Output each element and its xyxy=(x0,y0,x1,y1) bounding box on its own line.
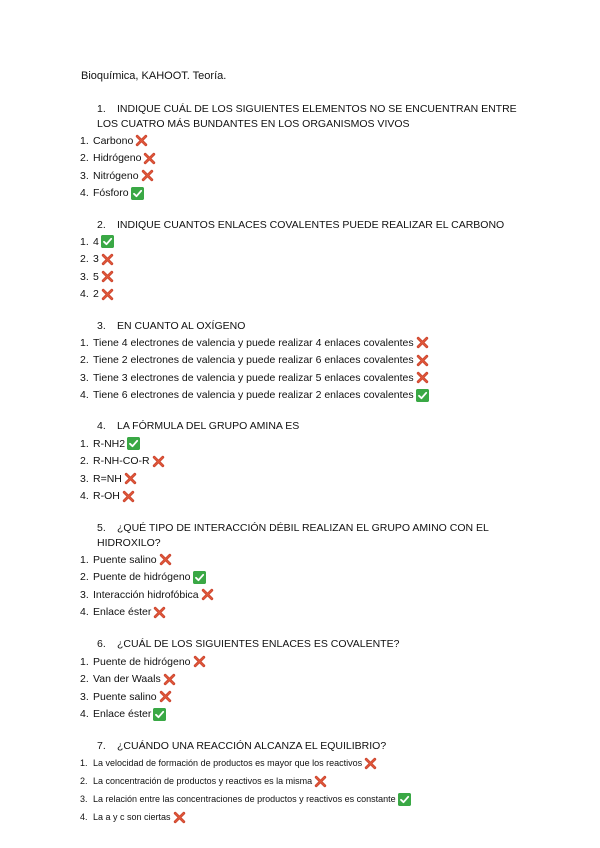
option-text: Enlace éster xyxy=(93,606,152,619)
option-number: 3. xyxy=(80,690,89,703)
check-mark-icon xyxy=(131,187,144,200)
option-number: 2. xyxy=(80,571,89,584)
option xyxy=(80,604,214,622)
cross-mark-icon xyxy=(314,775,327,788)
option xyxy=(80,551,214,569)
option-text: Tiene 4 electrones de valencia y puede realizar 4 enlaces covalentes xyxy=(93,336,414,349)
question-text: ¿QUÉ TIPO DE INTERACCIÓN DÉBIL REALIZAN EL GRUPO AMINO CON EL HIDROXILO? xyxy=(97,522,489,549)
option xyxy=(80,334,429,352)
option-number: 1. xyxy=(80,134,89,147)
option xyxy=(80,251,114,269)
option-text: La a y c son ciertas xyxy=(93,812,171,822)
question-2-options xyxy=(80,233,114,303)
cross-mark-icon xyxy=(101,288,114,301)
cross-mark-icon xyxy=(143,152,156,165)
question-text: INDIQUE CUÁL DE LOS SIGUIENTES ELEMENTOS NO SE ENCUENTRAN ENTRE LOS CUATRO MÁS BUNDANTES EN LOS ORGANISMOS VIVOS xyxy=(97,103,517,130)
check-mark-icon xyxy=(398,793,411,806)
option-number: 1. xyxy=(80,553,89,566)
option xyxy=(80,688,206,706)
option-number: 4. xyxy=(80,389,89,402)
option-text: R-OH xyxy=(93,490,120,503)
question-text: EN CUANTO AL OXÍGENO xyxy=(117,320,246,332)
cross-mark-icon xyxy=(416,336,429,349)
option xyxy=(80,790,411,808)
option-number: 1. xyxy=(80,235,89,248)
cross-mark-icon xyxy=(364,757,377,770)
option-number: 2. xyxy=(80,673,89,686)
option-text: Nitrógeno xyxy=(93,169,139,182)
question-number: 1. xyxy=(97,103,106,115)
option-number: 2. xyxy=(80,776,88,786)
option xyxy=(80,453,165,471)
option-text: 5 xyxy=(93,270,99,283)
option xyxy=(80,772,411,790)
cross-mark-icon xyxy=(193,655,206,668)
cross-mark-icon xyxy=(416,354,429,367)
option-text: Puente de hidrógeno xyxy=(93,571,191,584)
option-text: R=NH xyxy=(93,472,122,485)
question-number: 2. xyxy=(97,219,106,231)
option-number: 4. xyxy=(80,187,89,200)
cross-mark-icon xyxy=(124,472,137,485)
option-text: La concentración de productos y reactivos es la misma xyxy=(93,776,313,786)
option-text: Puente de hidrógeno xyxy=(93,655,191,668)
option-number: 3. xyxy=(80,794,88,804)
cross-mark-icon xyxy=(152,455,165,468)
option-number: 1. xyxy=(80,655,89,668)
option-number: 3. xyxy=(80,588,89,601)
question-4-heading xyxy=(97,419,517,434)
option-number: 4. xyxy=(80,288,89,301)
cross-mark-icon xyxy=(141,169,154,182)
option-number: 3. xyxy=(80,270,89,283)
option xyxy=(80,167,156,185)
cross-mark-icon xyxy=(101,253,114,266)
question-number: 7. xyxy=(97,740,106,752)
option-text: Interacción hidrofóbica xyxy=(93,588,199,601)
option-text: R-NH-CO-R xyxy=(93,455,150,468)
option-text: Puente salino xyxy=(93,553,157,566)
cross-mark-icon xyxy=(163,673,176,686)
option xyxy=(80,286,114,304)
question-number: 5. xyxy=(97,522,106,534)
option xyxy=(80,706,206,724)
option-text: 4 xyxy=(93,235,99,248)
cross-mark-icon xyxy=(159,690,172,703)
option xyxy=(80,569,214,587)
option xyxy=(80,233,114,251)
question-number: 3. xyxy=(97,320,106,332)
question-text: ¿CUÁNDO UNA REACCIÓN ALCANZA EL EQUILIBRIO? xyxy=(117,740,387,752)
option xyxy=(80,470,165,488)
option xyxy=(80,352,429,370)
question-6-options xyxy=(80,653,206,723)
cross-mark-icon xyxy=(416,371,429,384)
option-number: 4. xyxy=(80,606,89,619)
option-text: Tiene 6 electrones de valencia y puede realizar 2 enlaces covalentes xyxy=(93,389,414,402)
cross-mark-icon xyxy=(101,270,114,283)
cross-mark-icon xyxy=(173,811,186,824)
check-mark-icon xyxy=(193,571,206,584)
question-3-heading xyxy=(97,319,517,334)
option-text: 2 xyxy=(93,288,99,301)
option xyxy=(80,185,156,203)
option xyxy=(80,132,156,150)
option xyxy=(80,808,411,826)
question-text: LA FÓRMULA DEL GRUPO AMINA ES xyxy=(117,420,300,432)
question-text: INDIQUE CUANTOS ENLACES COVALENTES PUEDE REALIZAR EL CARBONO xyxy=(117,219,505,231)
question-1-heading xyxy=(97,102,517,132)
document-title: Bioquímica, KAHOOT. Teoría. xyxy=(81,70,227,82)
option xyxy=(80,488,165,506)
option-number: 4. xyxy=(80,490,89,503)
option-number: 1. xyxy=(80,758,88,768)
question-number: 6. xyxy=(97,638,106,650)
question-text: ¿CUÁL DE LOS SIGUIENTES ENLACES ES COVALENTE? xyxy=(117,638,400,650)
option-number: 1. xyxy=(80,336,89,349)
option-text: Hidrógeno xyxy=(93,152,142,165)
option-text: La relación entre las concentraciones de productos y reactivos es constante xyxy=(93,794,396,804)
cross-mark-icon xyxy=(153,606,166,619)
option-number: 3. xyxy=(80,169,89,182)
question-2-heading xyxy=(97,218,517,233)
check-mark-icon xyxy=(127,437,140,450)
check-mark-icon xyxy=(416,389,429,402)
option-text: Carbono xyxy=(93,134,134,147)
question-7-options xyxy=(80,754,411,826)
option-text: R-NH2 xyxy=(93,437,126,450)
option xyxy=(80,586,214,604)
option xyxy=(80,435,165,453)
cross-mark-icon xyxy=(159,553,172,566)
option xyxy=(80,671,206,689)
option xyxy=(80,754,411,772)
option-number: 4. xyxy=(80,708,89,721)
option-text: Fósforo xyxy=(93,187,129,200)
question-5-options xyxy=(80,551,214,621)
option-text: Enlace éster xyxy=(93,708,152,721)
option-text: Tiene 3 electrones de valencia y puede realizar 5 enlaces covalentes xyxy=(93,371,414,384)
question-3-options xyxy=(80,334,429,404)
question-1-options xyxy=(80,132,156,202)
check-mark-icon xyxy=(101,235,114,248)
option-number: 4. xyxy=(80,812,88,822)
option-number: 2. xyxy=(80,455,89,468)
option-number: 2. xyxy=(80,354,89,367)
option xyxy=(80,268,114,286)
option xyxy=(80,653,206,671)
check-mark-icon xyxy=(153,708,166,721)
option-text: 3 xyxy=(93,253,99,266)
question-number: 4. xyxy=(97,420,106,432)
option-number: 2. xyxy=(80,152,89,165)
option-number: 3. xyxy=(80,472,89,485)
option-text: Van der Waals xyxy=(93,673,161,686)
question-6-heading xyxy=(97,637,517,652)
option xyxy=(80,150,156,168)
question-5-heading xyxy=(97,521,517,551)
option-text: Puente salino xyxy=(93,690,157,703)
cross-mark-icon xyxy=(135,134,148,147)
question-7-heading xyxy=(97,739,517,754)
option-number: 3. xyxy=(80,371,89,384)
cross-mark-icon xyxy=(122,490,135,503)
option-text: La velocidad de formación de productos es mayor que los reactivos xyxy=(93,758,363,768)
option-number: 2. xyxy=(80,253,89,266)
question-4-options xyxy=(80,435,165,505)
option xyxy=(80,369,429,387)
option xyxy=(80,387,429,405)
option-number: 1. xyxy=(80,437,89,450)
option-text: Tiene 2 electrones de valencia y puede realizar 6 enlaces covalentes xyxy=(93,354,414,367)
cross-mark-icon xyxy=(201,588,214,601)
